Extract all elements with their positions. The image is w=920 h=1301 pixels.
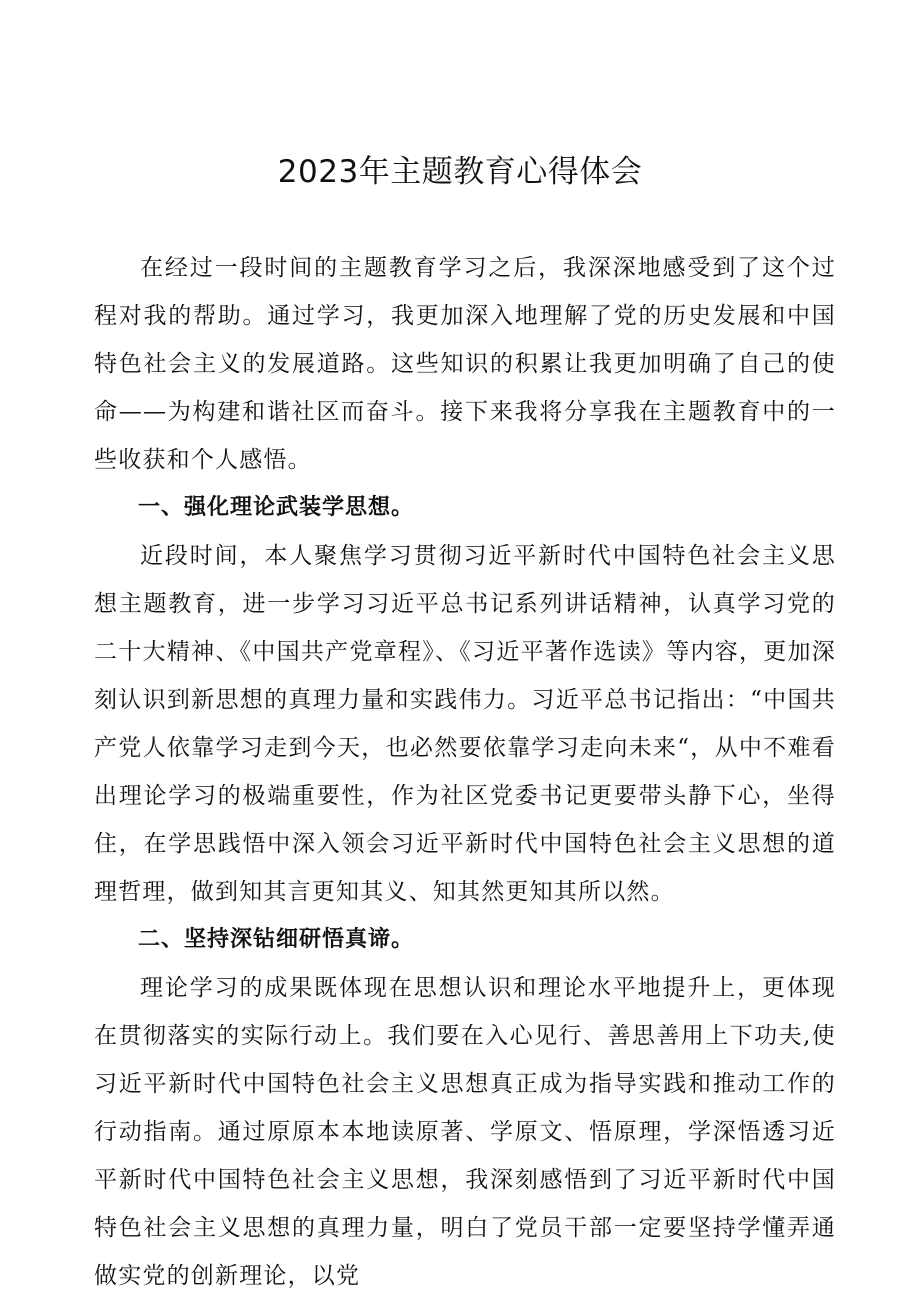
document-title: 2023年主题教育心得体会 [277, 154, 643, 190]
section-paragraph-2: 理论学习的成果既体现在思想认识和理论水平地提升上，更体现在贯彻落实的实际行动上。我们要在入心见行、善思善用上下功夫,使习近平新时代中国特色社会主义思想真正成为指导实践和推动工作的行动指南。通过原原本本地读原著、学原文、悟原理，学深悟透习近平新时代中国特色社会主义思想，我深刻感悟到了习近平新时代中国特色社会主义思想的真理力量，明白了党员干部一定要坚持学懂弄通做实党的创新理论，以党 [94, 975, 836, 1289]
intro-paragraph: 在经过一段时间的主题教育学习之后，我深深地感受到了这个过程对我的帮助。通过学习，我更加深入地理解了党的历史发展和中国特色社会主义的发展道路。这些知识的积累让我更加明确了自己的使命——为构建和谐社区而奋斗。接下来我将分享我在主题教育中的一些收获和个人感悟。 [94, 255, 836, 473]
section-heading-2: 二、坚持深钻细研悟真谛。 [138, 927, 415, 952]
section-paragraph-1: 近段时间，本人聚焦学习贯彻习近平新时代中国特色社会主义思想主题教育，进一步学习习近平总书记系列讲话精神，认真学习党的二十大精神、《中国共产党章程》、《习近平著作选读》等内容，更加深刻认识到新思想的真理力量和实践伟力。习近平总书记指出：“中国共产党人依靠学习走到今天，也必然要依靠学习走向未来“，从中不难看出理论学习的极端重要性，作为社区党委书记更要带头静下心，坐得住，在学思践悟中深入领会习近平新时代中国特色社会主义思想的道理哲理，做到知其言更知其义、知其然更知其所以然。 [94, 543, 836, 905]
document-body [94, 244, 836, 1300]
section-heading-1: 一、强化理论武装学思想。 [138, 495, 415, 520]
